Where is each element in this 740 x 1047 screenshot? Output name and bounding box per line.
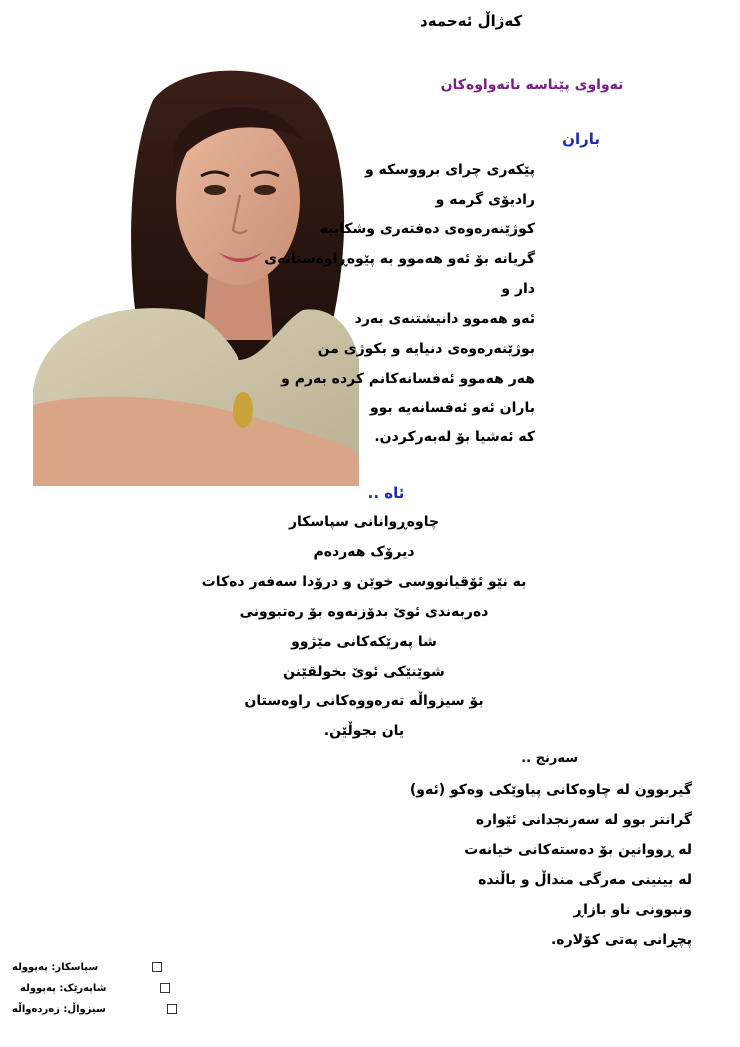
poem-line: لە بینینی مەرگی منداڵ و باڵندە: [478, 872, 692, 888]
poem-line: یان بجوڵێن.: [323, 723, 405, 739]
poem-title-attention: سەرنج ..: [521, 751, 578, 766]
credit-line: شاپەرێک: پەپوولە: [20, 983, 107, 994]
poem-line: پێکەری چرای برووسکە و: [364, 162, 535, 178]
poem-line: گرانتر بوو لە سەرنجدانی ئێوارە: [475, 812, 692, 828]
poem-line: شا پەرێکەکانی مێژوو: [291, 634, 437, 650]
poem-line: دار و: [501, 281, 535, 297]
poem-title-ah: ئاه ..: [367, 484, 405, 502]
checkbox-icon: [160, 983, 170, 993]
poem-line: ونبوونی ناو بازاڕ: [573, 902, 692, 918]
poem-line: پچڕانی پەتی کۆلارە.: [550, 932, 692, 948]
poem-title-rain: باران: [562, 130, 600, 148]
author-name: کەژاڵ ئەحمەد: [420, 12, 523, 30]
poem-line: باران ئەو ئەفسانەیە بوو: [369, 400, 535, 416]
poem-line: ئەو هەموو دانیشتنەی بەرد: [354, 311, 535, 327]
poem-line: گیربوون لە چاوەکانی پیاوێکی وەکو (ئەو): [409, 782, 692, 798]
poem-line: رادیۆی گرمە و: [435, 192, 535, 208]
checkbox-icon: [152, 962, 162, 972]
poem-line: لە ڕووانین بۆ دەستەکانی خیانەت: [464, 842, 692, 858]
poem-line: بە نێو ئۆقیانووسی خوێن و درۆدا سەفەر دەکات: [201, 574, 527, 590]
poem-line: بوژێنەرەوەی دنیایە و بکوژی من: [317, 341, 535, 357]
checkbox-icon: [167, 1004, 177, 1014]
poem-line: دەربەندی ئوێ بدۆزنەوە بۆ رەتبوونی: [239, 604, 489, 620]
poem-line: چاوەڕوانانی سپاسکار: [288, 514, 440, 530]
credit-line: سپاسکار: پەپوولە: [12, 962, 99, 973]
poem-line: بۆ سیزواڵە تەرەووەکانی راوەستان: [244, 693, 484, 709]
credit-line: سیزواڵ: زەردەواڵە: [12, 1004, 106, 1015]
poem-line: دیرۆک هەردەم: [313, 544, 415, 560]
poem-line: گریانە بۆ ئەو هەموو بە پێوەڕاوەستانەی: [264, 251, 535, 267]
poem-line: کوژێنەرەوەی دەفتەری وشکاییە: [319, 221, 535, 237]
poem-line: شوێنێکی ئوێ بخولقێنن: [283, 664, 445, 680]
poem-line: هەر هەموو ئەفسانەکانم کردە بەرم و: [281, 371, 535, 387]
collection-title: تەواوی پێناسە ناتەواوەکان: [440, 77, 624, 93]
poem-line: کە ئەشیا بۆ لەبەرکردن.: [374, 429, 535, 445]
author-portrait-photo: [33, 60, 359, 486]
